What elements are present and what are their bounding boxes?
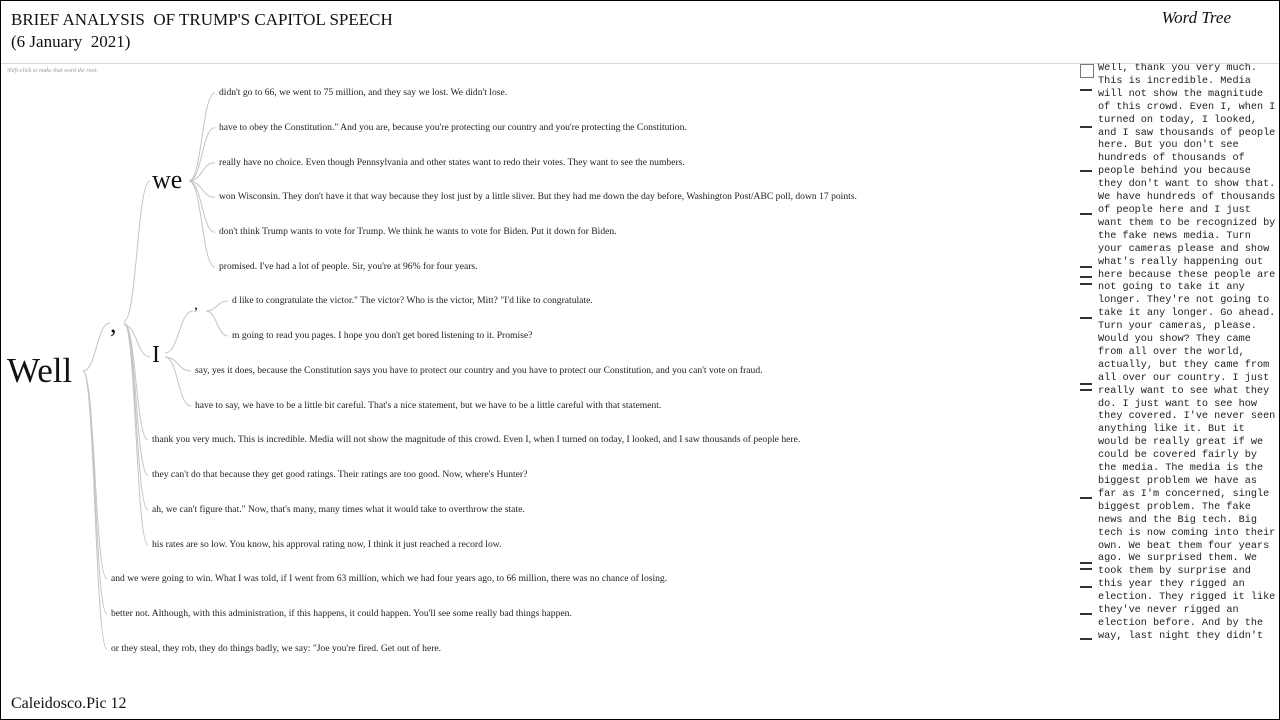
tree-branch (83, 371, 107, 579)
tree-branch (124, 323, 148, 475)
tree-branch (124, 181, 150, 321)
tree-node-i[interactable]: I (152, 342, 160, 368)
tree-leaf-phrase[interactable]: didn't go to 66, we went to 75 million, and they say we lost. We didn't lose. (219, 87, 508, 98)
tree-leaf-phrase[interactable]: better not. Although, with this administration, if this happens, it could happen. You'll see some really bad things happen. (111, 608, 572, 619)
occurrence-mark (1080, 568, 1092, 570)
occurrence-mark (1080, 276, 1092, 278)
word-tree-label: Word Tree (1161, 8, 1231, 27)
tree-branch (83, 323, 110, 371)
panel-checkbox[interactable] (1080, 64, 1094, 78)
tree-branch (83, 371, 107, 614)
tree-leaf-phrase[interactable]: thank you very much. This is incredible. Media will not show the magnitude of this crowd. Even I, when I turned on today, I looked, and I saw thousands of people here. (152, 434, 801, 445)
shift-click-hint: Shift-click to make that word the root. (7, 68, 98, 74)
tree-node-comma[interactable]: , (110, 309, 117, 338)
tree-root-well[interactable]: Well (7, 351, 73, 390)
tree-leaf-phrase[interactable]: won Wisconsin. They don't have it that way because they lost just by a little sliver. But they had me down the day before, Washington Post/ABC poll, down 17 points. (219, 191, 857, 203)
occurrence-mark (1080, 317, 1092, 319)
tree-leaf-phrase[interactable]: ah, we can't figure that." Now, that's many, many times what it would take to overthrow the state. (152, 504, 525, 515)
footer-caption: Caleidosco.Pic 12 (11, 695, 127, 712)
occurrence-mark (1080, 283, 1092, 285)
tree-branch (124, 323, 148, 545)
tree-branch (206, 301, 228, 311)
tree-branch (189, 93, 215, 181)
tree-leaf-phrase[interactable]: really have no choice. Even though Pennsylvania and other states want to redo their votes. They want to see the numbers. (219, 156, 685, 168)
tree-leaf-phrase[interactable]: have to say, we have to be a little bit careful. That's a nice statement, but we have to be a little careful with that statement. (195, 400, 662, 411)
title-line-2: (6 January 2021) (11, 32, 131, 51)
tree-leaf-phrase[interactable]: his rates are so low. You know, his approval rating now, I think it just reached a record low. (152, 539, 502, 550)
tree-branch (124, 323, 148, 510)
tree-leaf-phrase[interactable]: they can't do that because they get good ratings. Their ratings are too good. Now, where's Hunter? (152, 469, 528, 480)
occurrence-mark (1080, 586, 1092, 588)
tree-branch (165, 311, 193, 353)
tree-leaf-phrase[interactable]: have to obey the Constitution." And you are, because you're protecting our country and you're protecting the Constitution. (219, 121, 687, 133)
tree-leaf-phrase[interactable]: or they steal, they rob, they do things badly, we say: "Joe you're fired. Get out of here. (111, 643, 442, 654)
occurrence-mark (1080, 638, 1092, 640)
tree-branch (189, 181, 215, 267)
tree-leaf-phrase[interactable]: and we were going to win. What I was told, if I went from 63 million, which we had four years ago, to 66 million, there was no chance of losing. (111, 573, 668, 584)
occurrence-mark (1080, 170, 1092, 172)
slide-title (11, 9, 393, 53)
tree-leaf-phrase[interactable]: d like to congratulate the victor." The victor? Who is the victor, Mitt? "I'd like to congratulate. (232, 295, 593, 306)
tree-leaf-phrase[interactable]: promised. I've had a lot of people. Sir, you're at 96% for four years. (219, 261, 478, 272)
tree-node-we[interactable]: we (152, 165, 183, 194)
word-tree[interactable] (1, 63, 1077, 663)
tree-node-i-comma[interactable]: , (194, 296, 198, 313)
occurrence-mark (1080, 89, 1092, 91)
title-line-1: BRIEF ANALYSIS OF TRUMP'S CAPITOL SPEECH (11, 10, 393, 29)
occurrence-mark (1080, 213, 1092, 215)
tree-leaf-phrase[interactable]: don't think Trump wants to vote for Trump. We think he wants to vote for Biden. Put it down for Biden. (219, 226, 617, 238)
occurrence-mark (1080, 126, 1092, 128)
occurrence-mark (1080, 613, 1092, 615)
tree-leaf-phrase[interactable]: say, yes it does, because the Constitution says you have to protect our country and you have to protect our Constitution, and you can't vote on fraud. (195, 365, 763, 376)
speech-text-panel[interactable] (1077, 63, 1279, 659)
tree-leaf-phrase[interactable]: m going to read you pages. I hope you don't get bored listening to it. Promise? (232, 330, 533, 341)
occurrence-mark (1080, 266, 1092, 268)
occurrence-mark (1080, 383, 1092, 385)
occurrence-mark (1080, 389, 1092, 391)
occurrence-mark (1080, 562, 1092, 564)
tree-branch (206, 311, 228, 336)
occurrence-mark (1080, 497, 1092, 499)
speech-text: Well, thank you very much. This is incredible. Media will not show the magnitude of this crowd. Even I, when I turned on today, I looked, and I saw thousands of people here. But you don't see hundreds of thousands of people behind you because they don't want to show that. We have hundreds of thousands of people here and I just want them to be recognized by the fake news media. Turn your cameras please and show what's really happening out here because these people are not going to take it any longer. They're not going to take it any longer. Go ahead. Turn your cameras, please. Would you show? They came from all over the world, actually, but they came from all over our country. I just really want to see what they do. I just want to see how they covered. I've never seen anything like it. But it would be really great if we could be covered fairly by the media. The media is the biggest problem we have as far as I'm concerned, single biggest problem. The fake news and the Big tech. Big tech is now coming into their own. We beat them four years ago. We surprised them. We took them by surprise and this year they rigged an election. They rigged it like they've never rigged an election before. And by the way, last night they didn't (1098, 63, 1276, 642)
